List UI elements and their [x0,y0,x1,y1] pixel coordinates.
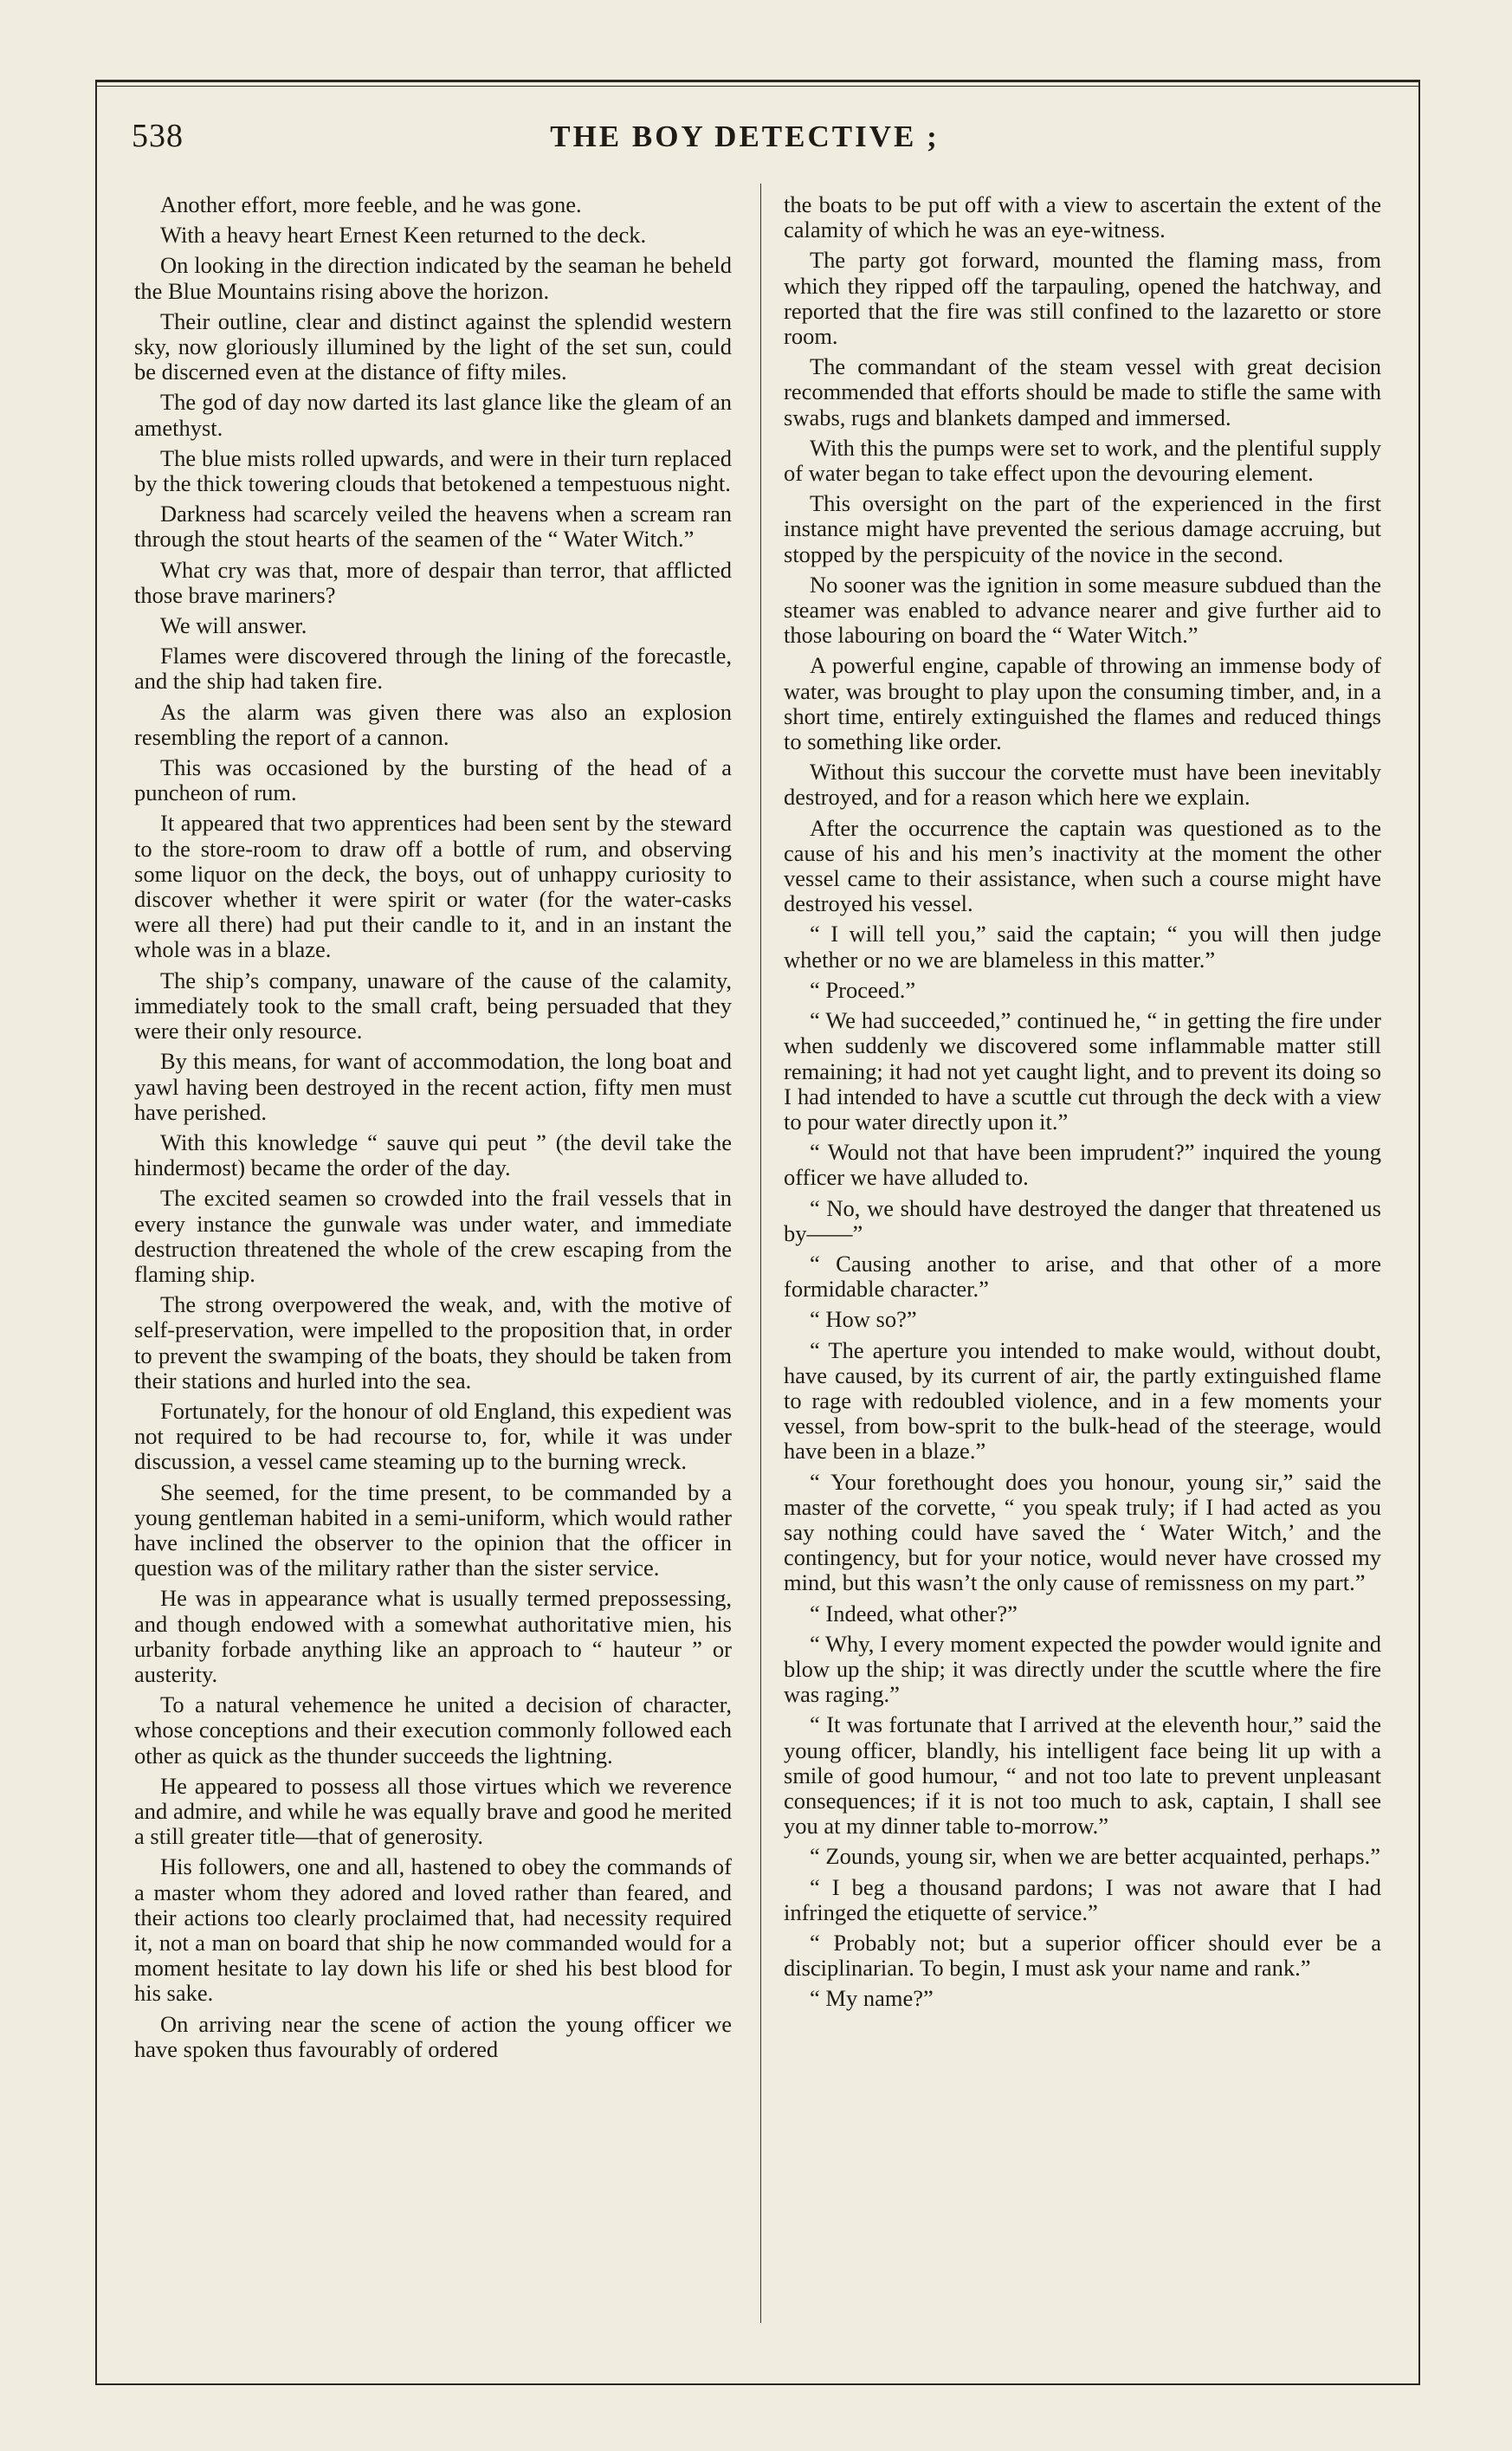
paragraph: She seemed, for the time present, to be commanded by a young gentleman habited in a semi-uniform, which would rather have inclined the observer to the opinion that the officer in question was of the military rather than the sister service. [134,1478,732,1581]
paragraph: No sooner was the ignition in some measure subdued than the steamer was enabled to advance nearer and give further aid to those labouring on board the “ Water Witch.” [784,571,1381,649]
left-frame-rule [95,80,97,2383]
top-rule [95,80,1420,82]
running-title: THE BOY DETECTIVE ; [550,120,940,153]
right-frame-rule [1418,80,1420,2383]
paragraph: We will answer. [160,612,307,639]
paragraph: “ Zounds, young sir, when we are better acquainted, perhaps.” [810,1843,1380,1870]
paragraph: “ The aperture you intended to make would, without doubt, have caused, by its current of air, the partly extinguished flame to rage with redoubled violence, and in a few moments your vessel, from bow-sprit to the bulk-head of the steerage, would have been in a blaze.” [784,1336,1381,1465]
paragraph: The commandant of the steam vessel with great decision recommended that efforts should be made to stifle the same with swabs, rugs and blankets damped and immersed. [784,353,1381,430]
paragraph: The strong overpowered the weak, and, with the motive of self-preservation, were impelled to the proposition that, in order to prevent the swamping of the boats, they should be taken from their stations and hurled into the sea. [134,1291,732,1394]
paragraph: The party got forward, mounted the flaming mass, from which they ripped off the tarpauling, opened the hatchway, and reported that the fire was still confined to the lazaretto or store room. [784,247,1381,350]
right-column [784,192,1381,2017]
paragraph: The excited seamen so crowded into the frail vessels that in every instance the gunwale was under water, and immediate destruction threatened the whole of the crew escaping from the flaming ship. [134,1185,732,1287]
paragraph: With this knowledge “ sauve qui peut ” (the devil take the hindermost) became the order of the day. [134,1128,732,1181]
paragraph: “ Indeed, what other?” [810,1600,1018,1626]
paragraph: Darkness had scarcely veiled the heavens when a scream ran through the stout hearts of the seamen of the “ Water Witch.” [134,501,732,553]
paragraph: “ No, we should have destroyed the danger that threatened us by——” [784,1194,1381,1246]
paragraph: The ship’s company, unaware of the cause of the calamity, immediately took to the small craft, being persuaded that they were their only resource. [134,967,732,1044]
paragraph: He was in appearance what is usually termed prepossessing, and though endowed with a somewhat authoritative mien, his urbanity forbade anything like an approach to “ hauteur ” or austerity. [134,1585,732,1687]
paragraph: “ How so?” [810,1306,917,1333]
paragraph: On arriving near the scene of action the young officer we have spoken thus favourably of ordered [134,2010,732,2062]
paragraph: “ I will tell you,” said the captain; “ you will then judge whether or no we are blameless in this matter.” [784,921,1381,973]
paragraph: “ Your forethought does you honour, young sir,” said the master of the corvette, “ you speak truly; if I had acted as you say nothing could have saved the ‘ Water Witch,’ and the contingency, but for your notice, would never have crossed my mind, but this wasn’t the only cause of remissness on my part.” [784,1468,1381,1596]
paragraph: With a heavy heart Ernest Keen returned to the deck. [160,222,647,249]
paragraph: To a natural vehemence he united a decision of character, whose conceptions and their execution commonly followed each other as quick as the thunder succeeds the lightning. [134,1691,732,1769]
paragraph: This was occasioned by the bursting of the head of a puncheon of rum. [134,754,732,806]
paragraph: the boats to be put off with a view to ascertain the extent of the calamity of which he was an eye-witness. [784,191,1381,243]
paragraph: On looking in the direction indicated by the seaman he beheld the Blue Mountains rising above the horizon. [134,252,732,304]
paragraph: By this means, for want of accommodation, the long boat and yawl having been destroyed in the recent action, fifty men must have perished. [134,1048,732,1125]
paragraph: This oversight on the part of the experienced in the first instance might have prevented the serious damage accruing, but stopped by the perspicuity of the novice in the second. [784,490,1381,567]
paragraph: “ Probably not; but a superior officer should ever be a disciplinarian. To begin, I must ask your name and rank.” [784,1930,1381,1982]
paragraph: Another effort, more feeble, and he was gone. [160,191,582,217]
paragraph: “ Would not that have been imprudent?” inquired the young officer we have alluded to. [784,1139,1381,1191]
paragraph: Flames were discovered through the lining of the forecastle, and the ship had taken fire. [134,643,732,695]
paragraph: As the alarm was given there was also an explosion resembling the report of a cannon. [134,698,732,750]
paragraph: Their outline, clear and distinct against the splendid western sky, now gloriously illumined by the light of the set sun, could be discerned even at the distance of fifty miles. [134,307,732,385]
paragraph: “ It was fortunate that I arrived at the eleventh hour,” said the young officer, blandly, his intelligent face being lit up with a smile of good humour, “ and not too late to prevent unpleasant consequences; if it is not too much to ask, captain, I shall see you at my dinner table to-morrow.” [784,1711,1381,1840]
paragraph: He appeared to possess all those virtues which we reverence and admire, and while he was equally brave and good he merited a still greater title—that of generosity. [134,1772,732,1850]
paragraph: “ I beg a thousand pardons; I was not aware that I had infringed the etiquette of service.” [784,1873,1381,1925]
paragraph: Without this succour the corvette must have been inevitably destroyed, and for a reason which here we explain. [784,759,1381,811]
paragraph: “ Why, I every moment expected the powder would ignite and blow up the ship; it was directly under the scuttle where the fire was raging.” [784,1630,1381,1708]
paragraph: With this the pumps were set to work, and the plentiful supply of water began to take effect upon the devouring element. [784,434,1381,487]
paragraph: It appeared that two apprentices had been sent by the steward to the store-room to draw off a bottle of rum, and observing some liquor on the deck, the boys, out of unhappy curiosity to discover whether it were spirit or water (for the water-casks were all there) had put their candle to it, and in an instant the whole was in a blaze. [134,810,732,963]
paragraph: What cry was that, more of despair than terror, that afflicted those brave mariners? [134,556,732,608]
top-rule-thin [95,86,1420,87]
paragraph: “ Causing another to arise, and that other of a more formidable character.” [784,1250,1381,1303]
bottom-rule [95,2383,1420,2385]
page-number: 538 [132,118,184,154]
paragraph: “ Proceed.” [810,976,916,1003]
left-column [134,192,732,2067]
column-divider [760,184,761,2323]
paragraph: “ My name?” [810,1985,934,2012]
paragraph: After the occurrence the captain was questioned as to the cause of his and his men’s inactivity at the moment the other vessel came to their assistance, when such a course might have destroyed his vessel. [784,814,1381,917]
paragraph: A powerful engine, capable of throwing an immense body of water, was brought to play upon the consuming timber, and, in a short time, entirely extinguished the flames and reduced things to something like order. [784,652,1381,755]
paragraph: His followers, one and all, hastened to obey the commands of a master whom they adored and loved rather than feared, and their actions too clearly proclaimed that, had necessity required it, not a man on board that ship he now commanded would for a moment hesitate to lay down his life or shed his best blood for his sake. [134,1853,732,2007]
paragraph: The god of day now darted its last glance like the gleam of an amethyst. [134,389,732,441]
paragraph: “ We had succeeded,” continued he, “ in getting the fire under when suddenly we discovered some inflammable matter still remaining; it had not yet caught light, and to prevent its doing so I had intended to have a scuttle cut through the deck with a view to pour water directly upon it.” [784,1007,1381,1135]
paragraph: Fortunately, for the honour of old England, this expedient was not required to be had recourse to, for, while it was under discussion, a vessel came steaming up to the burning wreck. [134,1397,732,1475]
paragraph: The blue mists rolled upwards, and were in their turn replaced by the thick towering clouds that betokened a tempestuous night. [134,444,732,497]
